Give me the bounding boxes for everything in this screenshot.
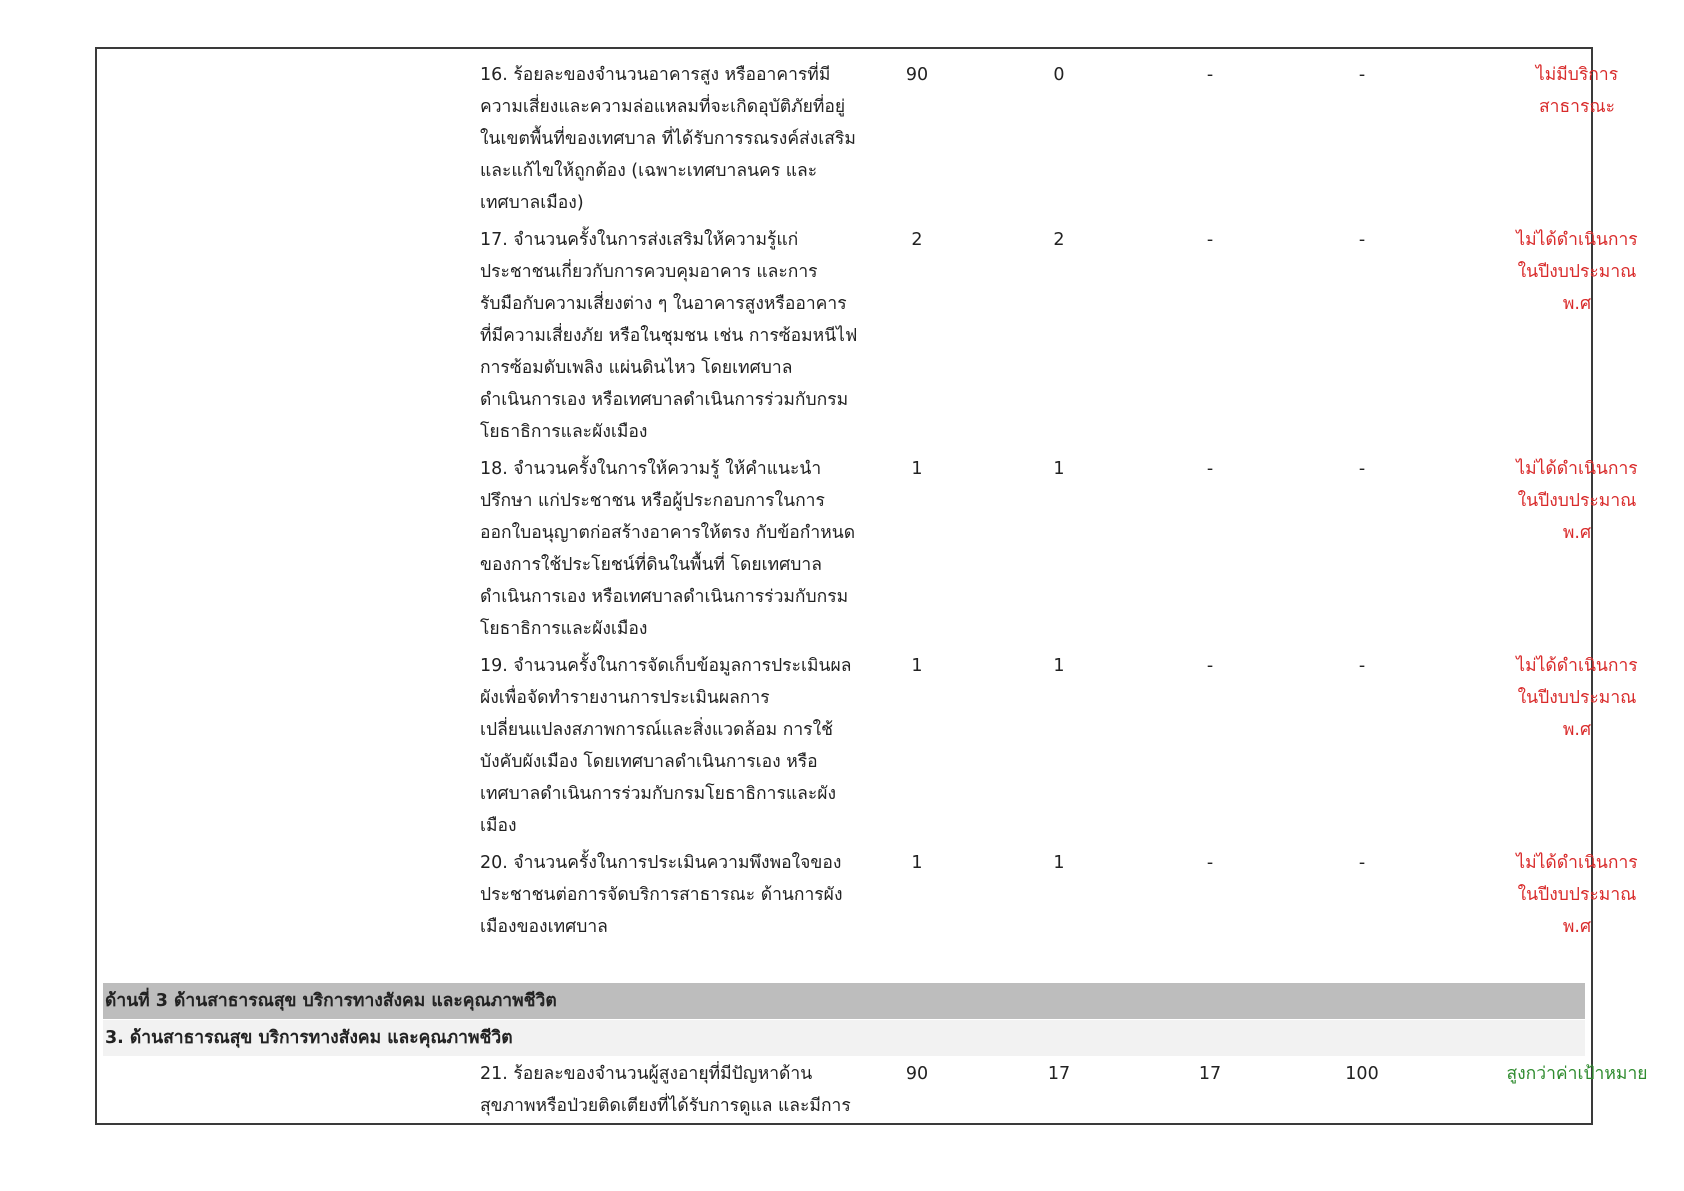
target-value: 1 bbox=[911, 853, 923, 873]
indicator-text: 19. จำนวนครั้งในการจัดเก็บข้อมูลการประเมินผล ผังเพื่อจัดทำรายงานการประเมินผลการ เปลี่ยนแปลงสภาพการณ์และสิ่งแวดล้อม การใช้ บังคับผังเมือง โดยเทศบาลดำเนินการเอง หรือ เทศบาลดำเนินการร่วมกับกรมโยธาธิการและผัง เมือง bbox=[480, 656, 852, 836]
section-heading: ด้านที่ 3 ด้านสาธารณสุข บริการทางสังคม และคุณภาพชีวิต bbox=[103, 983, 1585, 1019]
table-row bbox=[97, 847, 1638, 979]
indicator-text: 17. จำนวนครั้งในการส่งเสริมให้ความรู้แก่ ประชาชนเกี่ยวกับการควบคุมอาคาร และการ รับมือกับความเสี่ยงต่าง ๆ ในอาคารสูงหรืออาคาร ที่มีความเสี่ยงภัย หรือในชุมชน เช่น การซ้อมหนีไฟ การซ้อมดับเพลิง แผ่นดินไหว โดยเทศบาล ดำเนินการเอง หรือเทศบาลดำเนินการร่วมกับกรม โยธาธิการและผังเมือง bbox=[480, 230, 858, 442]
value-col4: - bbox=[1358, 853, 1366, 873]
indicator-text: 16. ร้อยละของจำนวนอาคารสูง หรืออาคารที่มี ความเสี่ยงและความล่อแหลมที่จะเกิดอุบัติภัยที่อยู่ ในเขตพื้นที่ของเทศบาล ที่ได้รับการรณรงค์ส่งเสริม และแก้ไขให้ถูกต้อง (เฉพาะเทศบาลนคร และ เทศบาลเมือง) bbox=[480, 65, 856, 213]
value-col4: - bbox=[1358, 656, 1366, 676]
table-row bbox=[97, 224, 1638, 453]
table-row bbox=[97, 650, 1638, 847]
value-col3: 17 bbox=[1198, 1064, 1222, 1084]
indicator-text: 18. จำนวนครั้งในการให้ความรู้ ให้คำแนะนำ ปรึกษา แก่ประชาชน หรือผู้ประกอบการในการ ออกใบอนุญาตก่อสร้างอาคารให้ตรง กับข้อกำหนด ของการใช้ประโยชน์ที่ดินในพื้นที่ โดยเทศบาล ดำเนินการเอง หรือเทศบาลดำเนินการร่วมกับกรม โยธาธิการและผังเมือง bbox=[480, 459, 856, 639]
status-text: ไม่ได้ดำเนินการ ในปีงบประมาณ พ.ศ bbox=[1516, 230, 1638, 314]
value-col3: - bbox=[1206, 656, 1214, 676]
target-value: 2 bbox=[911, 230, 923, 250]
result-value: 0 bbox=[1053, 65, 1065, 85]
result-value: 17 bbox=[1047, 1064, 1071, 1084]
indicator-table bbox=[95, 47, 1648, 1125]
status-text: ไม่มีบริการ สาธารณะ bbox=[1535, 65, 1619, 117]
result-value: 2 bbox=[1053, 230, 1065, 250]
target-value: 90 bbox=[905, 65, 929, 85]
status-text: สูงกว่าค่าเป้าหมาย bbox=[1506, 1064, 1648, 1084]
result-value: 1 bbox=[1053, 459, 1065, 479]
value-col4: - bbox=[1358, 230, 1366, 250]
table-row bbox=[97, 453, 1638, 650]
value-col4: 100 bbox=[1345, 1064, 1379, 1084]
subsection-heading: 3. ด้านสาธารณสุข บริการทางสังคม และคุณภาพชีวิต bbox=[103, 1020, 1585, 1056]
value-col3: - bbox=[1206, 853, 1214, 873]
indicator-text: 21. ร้อยละของจำนวนผู้สูงอายุที่มีปัญหาด้าน สุขภาพหรือป่วยติดเตียงที่ได้รับการดูแล และมีการ bbox=[480, 1064, 851, 1116]
status-text: ไม่ได้ดำเนินการ ในปีงบประมาณ พ.ศ bbox=[1516, 853, 1638, 937]
indicator-text: 20. จำนวนครั้งในการประเมินความพึงพอใจของ ประชาชนต่อการจัดบริการสาธารณะ ด้านการผัง เมืองของเทศบาล bbox=[480, 853, 843, 937]
value-col4: - bbox=[1358, 459, 1366, 479]
value-col3: - bbox=[1206, 230, 1214, 250]
target-value: 1 bbox=[911, 656, 923, 676]
status-text: ไม่ได้ดำเนินการ ในปีงบประมาณ พ.ศ bbox=[1516, 656, 1638, 740]
value-col4: - bbox=[1358, 65, 1366, 85]
result-value: 1 bbox=[1053, 656, 1065, 676]
value-col3: - bbox=[1206, 459, 1214, 479]
target-value: 90 bbox=[905, 1064, 929, 1084]
status-text: ไม่ได้ดำเนินการ ในปีงบประมาณ พ.ศ bbox=[1516, 459, 1638, 543]
table-row bbox=[97, 1058, 1648, 1128]
table-row bbox=[97, 59, 1619, 224]
value-col3: - bbox=[1206, 65, 1214, 85]
result-value: 1 bbox=[1053, 853, 1065, 873]
target-value: 1 bbox=[911, 459, 923, 479]
